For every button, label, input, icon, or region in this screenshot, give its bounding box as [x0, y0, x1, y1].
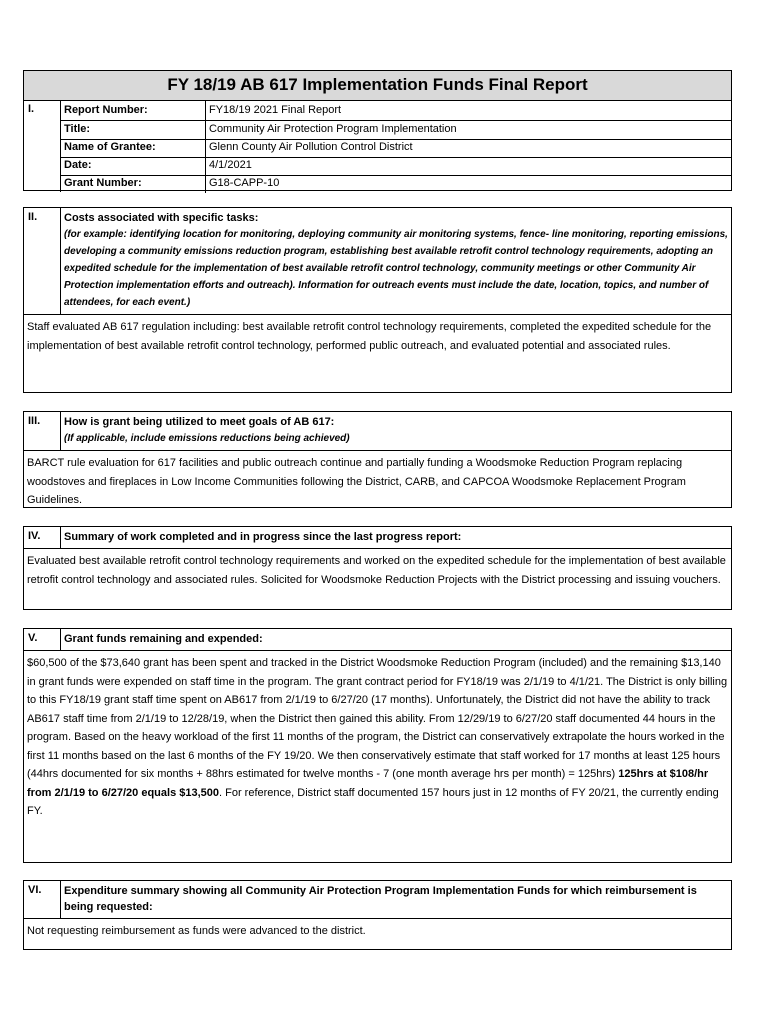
section-title [61, 412, 731, 450]
section-number: VI. [24, 881, 61, 918]
section-number: V. [24, 629, 61, 650]
info-label: Name of Grantee: [61, 138, 206, 157]
section-body [24, 651, 731, 824]
section-costs [23, 207, 732, 393]
section-title-text: How is grant being utilized to meet goals of AB 617: [64, 416, 335, 428]
section-title: Summary of work completed and in progress since the last progress report: [64, 531, 462, 543]
section-number: II. [24, 208, 61, 314]
funds-total-text: 125hrs at $108/hr from 2/1/19 to 6/27/20 equals $13,500 [27, 768, 709, 799]
info-value: FY18/19 2021 Final Report [209, 104, 342, 116]
info-row-grant-number [61, 174, 731, 193]
section-title-text: Costs associated with specific tasks: [64, 212, 259, 224]
section-funds [23, 628, 732, 863]
section-title: Expenditure summary showing all Community Air Protection Program Implementation Funds for which reimbursement is being requested: [64, 885, 697, 913]
section-header [24, 208, 731, 315]
section-body: Evaluated best available retrofit control technology requirements and worked on the expedited schedule for the implementation of best available retrofit control technology and associated rules. Solicited for Woodsmoke Reduction Projects with the District processing and issuing vouchers. [27, 555, 726, 586]
info-label: Report Number: [61, 101, 206, 120]
section-body: BARCT rule evaluation for 617 facilities and public outreach continue and partially funding a Woodsmoke Reduction Program replacing woodstoves and fireplaces in Low Income Communities following the District, CARB, and CAPCOA Woodsmoke Replacement Program Guidelines. [27, 457, 686, 506]
section-header [24, 881, 731, 919]
grant-info-grid [24, 101, 731, 192]
report-header-block [23, 70, 732, 191]
info-row-date [61, 156, 731, 176]
section-body: Staff evaluated AB 617 regulation including: best available retrofit control technology requirements, completed the expedited schedule for the implementation of best available retrofit control technology, performed public outreach, and evaluated potential and associated rules. [27, 321, 712, 352]
section-title [61, 208, 731, 314]
section-expenditure [23, 880, 732, 950]
funds-text-end: . For reference, District staff documented 157 hours just in 12 months of FY 20/21, the currently ending FY. [27, 786, 719, 817]
info-value: 4/1/2021 [209, 159, 252, 171]
info-label: Date: [61, 156, 206, 175]
info-row-title [61, 120, 731, 140]
info-row-report-number [61, 101, 731, 121]
section-summary [23, 526, 732, 610]
section-header [24, 527, 731, 549]
section-number: I. [24, 101, 61, 192]
section-subtitle: (for example: identifying location for monitoring, deploying community air monitoring systems, fence- line monitoring, reporting emissions, developing a community emissions reduction program, establishing best available retrofit control technology requirements, adopting an expedited schedule for the implementation of best available retrofit control technology, community meetings or other Community Air Protection implementation efforts and outreach). Information for outreach events must include the date, location, topics, and number of attendees, for each event.) [64, 229, 728, 308]
info-value: G18-CAPP-10 [209, 177, 280, 189]
info-label: Title: [61, 120, 206, 139]
info-row-grantee [61, 138, 731, 158]
info-value: Glenn County Air Pollution Control District [209, 141, 413, 153]
section-subtitle: (If applicable, include emissions reductions being achieved) [64, 433, 350, 444]
funds-text: $60,500 of the $73,640 grant has been spent and tracked in the District Woodsmoke Reduction Program (included) and the remaining $13,140 in grant funds were expended on staff time in the program. The grant contract period for FY18/19 was 2/1/19 to 4/1/21. The District is only billing to this FY18/19 grant staff time spent on AB617 from 2/1/19 to 6/27/20 (17 months). Unfortunately, the District did not have the ability to track AB617 staff time from 2/1/19 to 12/28/19, when the District then gained this ability. From 12/29/19 to 6/27/20 staff documented 44 hours in the program. Based on the heavy workload of the first 11 months of the program, the District can conservatively extrapolate the hours worked in the first 11 months based on the last 6 months of the FY 19/20. We then conservatively estimate that staff worked for 17 months at least 125 hours (44hrs documented for six months + 88hrs estimated for twelve months - 7 (one month average hrs per month) = 125hrs) [27, 657, 728, 780]
info-label: Grant Number: [61, 174, 206, 193]
section-goals [23, 411, 732, 508]
report-title: FY 18/19 AB 617 Implementation Funds Final Report [24, 71, 731, 101]
section-number: IV. [24, 527, 61, 548]
section-body: Not requesting reimbursement as funds were advanced to the district. [27, 925, 366, 937]
section-header [24, 412, 731, 451]
info-value: Community Air Protection Program Implementation [209, 123, 457, 135]
section-title: Grant funds remaining and expended: [64, 633, 263, 645]
section-number: III. [24, 412, 61, 450]
section-header [24, 629, 731, 651]
